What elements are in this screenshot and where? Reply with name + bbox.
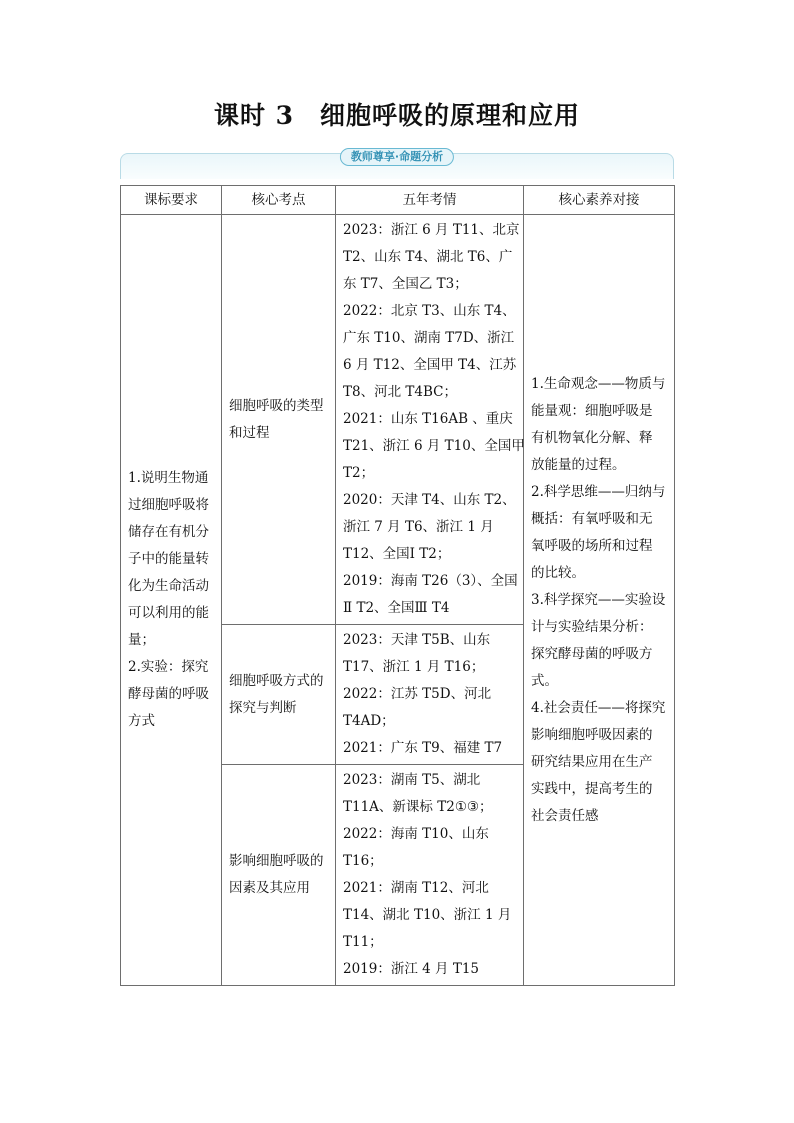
topic-line: 和过程 [229, 424, 270, 441]
literacy-line: 3.科学探究——实验设 [531, 591, 666, 608]
exam-line: 浙江 7 月 T6、浙江 1 月 [343, 519, 494, 535]
literacy-line: 2.科学思维——归纳与 [531, 483, 666, 500]
exam-line: 2021：湖南 T12、河北 [343, 880, 489, 896]
exam-line: 广东 T10、湖南 T7D、浙江 [343, 330, 515, 346]
header-literacy: 核心素养对接 [524, 186, 675, 215]
exam-line: T8、河北 T4BC； [343, 384, 457, 400]
exam-line: T21、浙江 6 月 T10、全国甲 [343, 438, 525, 454]
literacy-line: 4.社会责任——将探究 [531, 699, 666, 716]
topic-line: 细胞呼吸方式的 [229, 672, 324, 689]
literacy-cell [524, 215, 675, 986]
topic-line: 影响细胞呼吸的 [229, 853, 324, 869]
exam-line: T2、山东 T4、湖北 T6、广 [343, 249, 513, 265]
exam-line: Ⅱ T2、全国Ⅲ T4 [343, 600, 450, 616]
exam-line: 2021：山东 T16AB 、重庆 [343, 411, 513, 427]
table-header-row [121, 186, 675, 215]
standard-line: 2.实验：探究 [128, 659, 209, 675]
header-exam: 五年考情 [336, 186, 524, 215]
topic-line: 细胞呼吸的类型 [229, 397, 324, 414]
exam-line: 2022：北京 T3、山东 T4、 [343, 303, 516, 319]
literacy-line: 能量观：细胞呼吸是 [531, 402, 653, 419]
standard-line: 酵母菌的呼吸 [128, 686, 209, 702]
literacy-line: 的比较。 [531, 564, 585, 581]
exam-line: 6 月 T12、全国甲 T4、江苏 [343, 357, 517, 373]
literacy-line: 有机物氧化分解、释 [531, 429, 653, 446]
exam-line: 2020：天津 T4、山东 T2、 [343, 492, 516, 508]
exam-line: 2023：浙江 6 月 T11、北京 [343, 222, 520, 238]
exam-line: 2019：浙江 4 月 T15 [343, 961, 480, 977]
topic-cell [222, 765, 336, 986]
exam-line: T16； [343, 853, 383, 869]
exam-line: T14、湖北 T10、浙江 1 月 [343, 907, 512, 923]
exam-line: 2023：湖南 T5、湖北 [343, 772, 481, 788]
exam-line: 2019：海南 T26（3）、全国 [343, 573, 518, 589]
literacy-line: 社会责任感 [531, 807, 599, 824]
literacy-line: 影响细胞呼吸因素的 [531, 726, 653, 743]
standard-line: 方式 [128, 713, 155, 729]
table-row [121, 215, 675, 625]
header-standard: 课标要求 [121, 186, 222, 215]
literacy-line: 实践中，提高考生的 [531, 780, 653, 797]
literacy-line: 式。 [531, 672, 558, 689]
exam-line: T11A、新课标 T2①③； [343, 799, 493, 815]
literacy-line: 概括：有氧呼吸和无 [531, 510, 653, 527]
standard-line: 量； [128, 632, 155, 648]
topic-line: 因素及其应用 [229, 880, 310, 896]
exam-line: T4AD； [343, 713, 395, 729]
standard-line: 1.说明生物通 [128, 470, 209, 486]
standard-line: 过细胞呼吸将 [128, 497, 209, 513]
exam-line: T12、全国Ⅰ T2； [343, 546, 451, 562]
exam-line: 2021：广东 T9、福建 T7 [343, 740, 503, 756]
standard-line: 化为生命活动 [128, 578, 209, 594]
exam-line: 2022：江苏 T5D、河北 [343, 686, 492, 702]
topic-cell [222, 215, 336, 625]
standard-line: 子中的能量转 [128, 551, 209, 567]
literacy-line: 放能量的过程。 [531, 456, 626, 473]
exam-cell [336, 625, 524, 765]
standard-cell [121, 215, 222, 986]
literacy-line: 氧呼吸的场所和过程 [531, 537, 653, 554]
topic-cell [222, 625, 336, 765]
page-title: 课时 3 细胞呼吸的原理和应用 [213, 101, 581, 130]
exam-analysis-table [120, 185, 675, 986]
exam-line: T17、浙江 1 月 T16； [343, 659, 485, 675]
standard-line: 可以利用的能 [128, 605, 209, 621]
literacy-line: 研究结果应用在生产 [531, 753, 653, 770]
topic-line: 探究与判断 [229, 699, 297, 716]
standard-line: 储存在有机分 [128, 524, 209, 540]
section-banner [120, 150, 674, 179]
exam-line: T11； [343, 934, 383, 950]
exam-cell [336, 215, 524, 625]
literacy-line: 探究酵母菌的呼吸方 [531, 645, 653, 662]
exam-line: 2022：海南 T10、山东 [343, 826, 489, 842]
exam-line: T2； [343, 465, 375, 481]
literacy-line: 计与实验结果分析： [531, 618, 653, 635]
banner-label: 教师尊享·命题分析 [340, 148, 454, 166]
exam-cell [336, 765, 524, 986]
exam-line: 2023：天津 T5B、山东 [343, 632, 491, 648]
literacy-line: 1.生命观念——物质与 [531, 375, 666, 392]
exam-line: 东 T7、全国乙 T3； [343, 276, 468, 292]
header-topic: 核心考点 [222, 186, 336, 215]
